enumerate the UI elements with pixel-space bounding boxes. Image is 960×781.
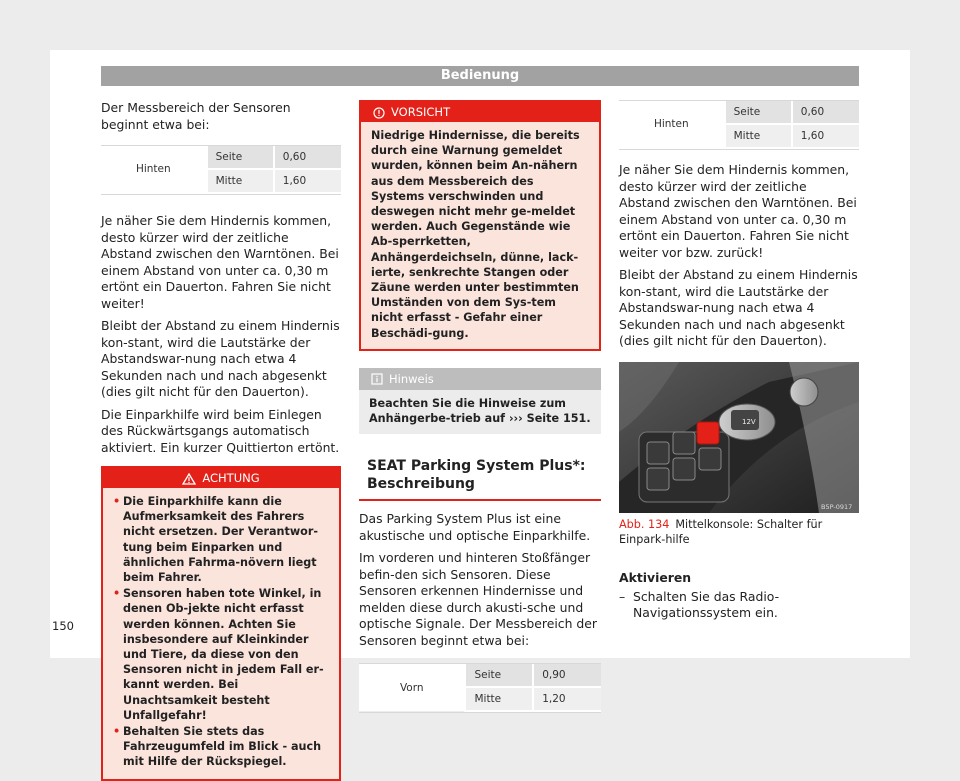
vorsicht-title: VORSICHT [391,105,451,119]
paragraph: Das Parking System Plus ist eine akustische und optische Einparkhilfe. [359,511,591,543]
socket-label: 12V [742,418,756,426]
paragraph: Bleibt der Abstand zu einem Hindernis kon-stant, wird die Lautstärke der Abstandswar-nung nach etwa 4 Sekunden nach und nach abgesenkt (dies gilt nicht für den Dauerton). [101,318,340,399]
console-illustration [619,362,859,513]
range-table-front [359,663,601,713]
table-row-label: Vorn [359,664,465,711]
range-table-rear [101,145,341,195]
figure-code: B5P-0917 [821,503,853,511]
achtung-header [103,468,339,488]
page-number: 150 [52,619,74,633]
paragraph: Je näher Sie dem Hindernis kommen, desto kürzer wird der zeitliche Abstand zwischen den Warntönen. Bei einem Abstand von unter ca. 0,30 m ertönt ein Dauerton. Fahren Sie nicht weiter! [101,213,339,311]
left-column [101,100,341,781]
table-cell: Mitte [465,687,533,711]
paragraph: Bleibt der Abstand zu einem Hindernis kon-stant, wird die Lautstärke der Abstandswar-nung nach etwa 4 Sekunden nach und nach abgesenkt (dies gilt nicht für den Dauerton). [619,267,858,348]
table-cell: Mitte [725,124,792,148]
figure-number: Abb. 134 [619,518,670,531]
exclamation-circle-icon [373,107,385,119]
hinweis-title: Hinweis [389,371,434,386]
right-column [619,100,859,400]
figure-caption [619,518,859,547]
hinweis-header [359,368,601,390]
aktivieren-heading: Aktivieren [619,570,692,585]
vorsicht-box [359,100,601,351]
paragraph: Die Einparkhilfe wird beim Einlegen des Rückwärtsgangs automatisch aktiviert. Ein kurzer Quittierton ertönt. [101,406,340,455]
hinweis-end: . [586,412,591,426]
vorsicht-header [361,102,599,122]
range-table-rear-plus [619,100,859,150]
figure-caption-area [619,518,859,622]
list-item: • Behalten Sie stets das Fahrzeugumfeld im Blick - auch mit Hilfe der Rückspiegel. [113,724,329,770]
running-header: Bedienung [101,66,859,86]
table-cell: 0,60 [274,146,341,169]
table-cell: 1,60 [792,124,859,148]
middle-column [359,100,601,713]
table-cell: 1,60 [274,169,341,193]
table-row-label: Hinten [101,146,207,193]
section-title: SEAT Parking System Plus*: Beschreibung [367,458,586,493]
table-cell: Seite [207,146,274,169]
info-icon [371,373,383,385]
table-cell: 0,90 [533,664,601,687]
achtung-title: ACHTUNG [202,471,260,485]
table-cell: 1,20 [533,687,601,711]
table-cell: 0,60 [792,101,859,124]
table-row-label: Hinten [619,101,725,148]
page-reference-link[interactable]: ››› Seite 151 [508,412,587,426]
hinweis-body [359,390,601,434]
paragraph: Je näher Sie dem Hindernis kommen, desto kürzer wird der zeitliche Abstand zwischen den Warntönen. Bei einem Abstand von unter ca. 0,30 m ertönt ein Dauerton. Fahren Sie nicht weiter vor bzw. zurück! [619,162,857,260]
table-cell: Mitte [207,169,274,193]
list-item: • Die Einparkhilfe kann die Aufmerksamkeit des Fahrers nicht ersetzen. Der Verantwor-tung beim Einparken und ähnlichen Fahrma-növern liegt beim Fahrer. [113,494,329,585]
list-item: • Sensoren haben tote Winkel, in denen Ob-jekte nicht erfasst werden können. Achten Sie insbesondere auf Kleinkinder und Tiere, da diese von den Sensoren nicht in jedem Fall er-kannt werden. Bei Unachtsamkeit besteht Unfallgefahr! [113,586,329,723]
step-item [619,589,859,622]
caption-text: Mittelkonsole: Schalter für Einpark-hilfe [619,518,823,546]
achtung-box [101,466,341,781]
section-rule [359,499,601,501]
step-text: Schalten Sie das Radio-Navigationssystem ein. [633,588,780,620]
hinweis-text: Beachten Sie die Hinweise zum Anhängerbe-trieb auf [369,396,566,426]
table-cell: Seite [465,664,533,687]
vorsicht-body: Niedrige Hindernisse, die bereits durch eine Warnung gemeldet wurden, können beim An-nähern aus dem Messbereich des Systems verschwinden und deswegen nicht mehr ge-meldet werden. Auch Gegenstände wie Ab-sperrketten, Anhängerdeichseln, dünne, lack-ierte, senkrechte Stangen oder Zäune werden unter bestimmten Umständen von dem Sys-tem nicht erfasst - Gefahr einer Beschädi-gung. [361,122,599,349]
warning-triangle-icon [182,473,196,485]
hinweis-box [359,368,601,434]
paragraph: Im vorderen und hinteren Stoßfänger befin-den sich Sensoren. Diese Sensoren erkennen Hindernisse und melden diese durch akusti-sche und optische Signale. Der Messbereich der Sensoren beginnt etwa bei: [359,550,597,648]
achtung-body [103,488,339,779]
table-cell: Seite [725,101,792,124]
step-dash: – [619,588,626,604]
intro-text: Der Messbereich der Sensoren beginnt etwa bei: [101,100,291,132]
console-switch-photo [619,362,859,513]
